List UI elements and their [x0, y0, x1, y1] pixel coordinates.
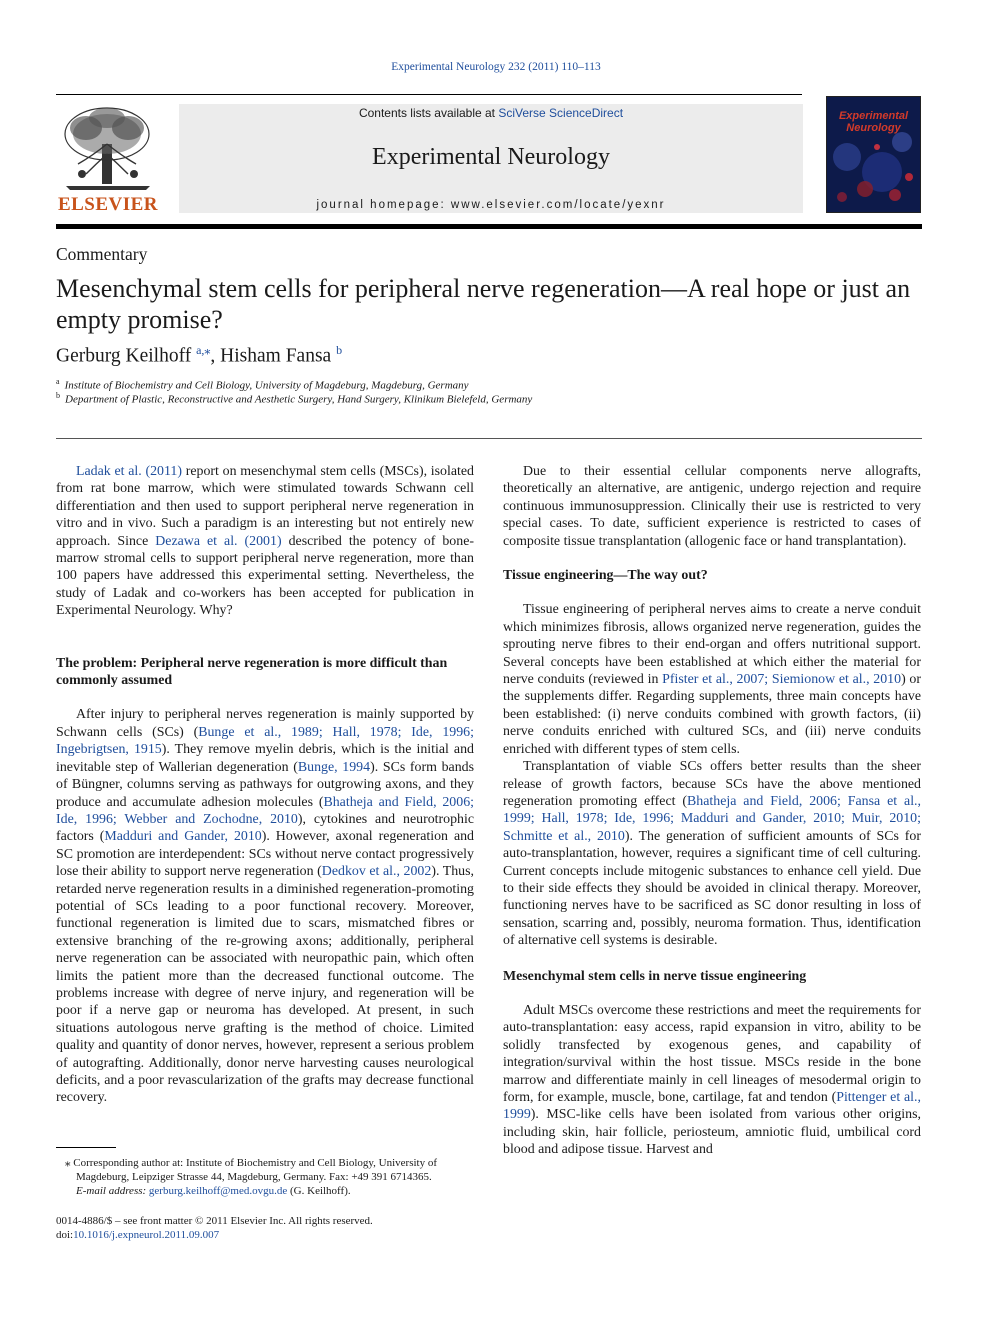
reference-link[interactable]: Bunge et al., 1989; Hall, 1978; Ide, 1996; Ingebrigtsen, 1915 [56, 724, 474, 758]
journal-cover-thumbnail[interactable] [826, 96, 921, 213]
paragraph [56, 463, 474, 620]
affiliation-a [56, 377, 469, 392]
right-column [503, 463, 921, 1159]
reference-link[interactable]: Bhatheja and Field, 2006; Fansa et al., 1999; Hall, 1978; Ide, 1996; Madduri and Gander, 2010; Muir, 2010; Schmitte et al., 2010 [503, 793, 921, 844]
affiliation-text: Department of Plastic, Reconstructive and Aesthetic Surgery, Hand Surgery, Klinikum Bielefeld, Germany [65, 393, 533, 406]
reference-link[interactable]: Dedkov et al., 2002 [321, 864, 432, 880]
paragraph-text: ) or the supplements differ. Regarding supplements, three main concepts have been established: (i) nerve conduits combined with growth factors, (ii) nerve conduits enriched with cultured SCs, and (iii) nerve conduits enriched with different types of stem cells. [503, 672, 921, 757]
paragraph-text: Adult MSCs overcome these restrictions and meet the requirements for auto-transplantation: easy access, rapid expansion in vitro, ability to be solidly transfected by exogenous genes, and capability of integration/survival within the host tissue. MSCs reside in the bone marrow and differentiate mainly in cell lineages of mesodermal origin to form, for example, muscle, bone, cartilage, fat and tendon ( [503, 1002, 921, 1105]
author-affiliation-marker[interactable]: a,⁎ [196, 343, 211, 357]
reference-link[interactable]: Bunge, 1994 [297, 759, 371, 775]
email-suffix: (G. Keilhoff). [287, 1185, 351, 1197]
reference-link[interactable]: Madduri and Gander, 2010 [104, 829, 262, 845]
cover-title: Experimental Neurology [838, 110, 909, 134]
paragraph-text: ). SCs form bands of Büngner, columns serving as pathways for outgrowing axons, and they produce and accumulate adhesion molecules ( [56, 759, 474, 810]
journal-header-panel [179, 104, 803, 213]
email-link[interactable]: gerburg.keilhoff@med.ovgu.de [148, 1185, 288, 1197]
article-title: Mesenchymal stem cells for peripheral nerve regeneration—A real hope or just an empty promise? [56, 274, 911, 334]
paragraph-text: After injury to peripheral nerves regeneration is mainly supported by Schwann cells (SCs) ( [56, 707, 474, 740]
header-divider [56, 94, 802, 95]
reference-link[interactable]: Bhatheja and Field, 2006; Ide, 1996; Webber and Zochodne, 2010 [56, 794, 475, 827]
reference-link[interactable]: Dezawa et al. (2001) [155, 533, 282, 549]
affiliation-label: b [56, 391, 60, 400]
corresponding-author-note: ⁎ Corresponding author at: Institute of Biochemistry and Cell Biology, University of Magdeburg, Leipziger Strasse 44, Magdeburg, Germany. Fax: +49 391 6714365. [65, 1157, 438, 1183]
paragraph-text: Transplantation of viable SCs offers better results than the sheer release of growth factors, because SCs have the above mentioned regeneration promoting effect ( [503, 759, 921, 809]
paragraph: Due to their essential cellular components nerve allografts, theoretically an alternative, are antigenic, undergo rejection and require continuous immunosuppression. Clinically their use is restricted to very special cases. To date, sufficient experience is restricted to cases of composite tissue transplantation (allogenic face or hand transplantation). [503, 464, 921, 549]
paragraph-text: described the potency of bone-marrow stromal cells to support peripheral nerve regeneration, more than 100 papers have addressed this experimental setting. Nevertheless, the study of Ladak and co-workers has been accepted for publication in Experimental Neurology. Why? [56, 533, 474, 619]
reference-link[interactable]: Pfister et al., 2007; Siemionow et al., 2010 [662, 672, 902, 688]
elsevier-logo[interactable] [56, 104, 160, 216]
left-column [56, 463, 474, 1107]
footnote-divider [56, 1147, 116, 1148]
meta-divider [56, 438, 922, 439]
journal-homepage[interactable]: journal homepage: www.elsevier.com/locate/yexnr [316, 199, 666, 211]
paragraph [503, 1002, 921, 1159]
author-name[interactable]: Gerburg Keilhoff [56, 345, 192, 367]
paragraph-text: ). Thus, retarded nerve regeneration results in a diminished regeneration-promoting potential of SCs leading to a poor functional recovery. Moreover, functional regeneration is limited due to scars, mismatched fibres or extensive branching of the re-growing axons; additionally, peripheral nerve regeneration can be associated with neuropathic pain, which often limits the patient more than the decreased functional outcome. The problems increase with degree of nerve injury, and regeneration will be poor if a nerve gap or neuroma has developed. At present, in such situations autologous nerve grafting is the method of choice. Limited quality and quantity of donor nerves, however, represent a serious problem of autografting. Additionally, donor nerve harvesting causes neurological deficits, and a poor revascularization of the grafts may decrease functional recovery. [56, 864, 474, 1106]
journal-citation[interactable]: Experimental Neurology 232 (2011) 110–113 [391, 61, 601, 73]
paragraph [503, 601, 921, 758]
section-heading: Mesenchymal stem cells in nerve tissue engineering [503, 968, 807, 984]
doi-prefix: doi: [56, 1229, 74, 1241]
doi-link[interactable]: 10.1016/j.expneurol.2011.09.007 [73, 1229, 220, 1241]
affiliation-b [56, 391, 532, 406]
contents-prefix: Contents lists available at [358, 106, 499, 120]
journal-name: Experimental Neurology [372, 144, 610, 170]
footnotes [56, 1156, 476, 1198]
affiliation-text: Institute of Biochemistry and Cell Biology, University of Magdeburg, Magdeburg, Germany [64, 379, 469, 392]
header-thick-divider [56, 224, 922, 229]
elsevier-wordmark: ELSEVIER [57, 194, 159, 215]
paragraph-text: ). The generation of sufficient amounts of SCs for auto-transplantation, however, requires a significant time of cell culturing. Current concepts include mitogenic substances to enhance cell yield. Due to their side effects they should be avoided in clinical therapy. Moreover, functioning nerves have to be sacrificed as SC donor resulting in loss of sensation, scarring and, possibly, neuroma formation. Thus, identification of alternative cell systems is desirable. [503, 828, 922, 949]
paragraph-text: report on mesenchymal stem cells (MSCs), isolated from rat bone marrow, which were stimulated towards Schwann cell differentiation and then used to support peripheral nerve regeneration in vitro and in vivo. Such a paradigm is an interesting but not entirely new approach. Since [56, 464, 474, 549]
paragraph-text: ). They remove myelin debris, which is the initial and inevitable step of Wallerian degeneration ( [56, 742, 474, 775]
reference-link[interactable]: Ladak et al. (2011) [76, 464, 182, 479]
publication-info [56, 1214, 476, 1242]
elsevier-tree-icon [56, 104, 160, 192]
author-name[interactable]: Hisham Fansa [220, 345, 332, 367]
sciencedirect-link[interactable]: SciVerse ScienceDirect [498, 106, 624, 120]
author-affiliation-marker[interactable]: b [336, 343, 343, 357]
paragraph-text: ). MSC-like cells have been isolated from various other origins, including skin, hair follicle, periosteum, amniotic fluid, umbilical cord blood and adipose tissue. Harvest and [503, 1107, 921, 1158]
paragraph [56, 706, 474, 1106]
section-heading: Tissue engineering—The way out? [503, 568, 708, 584]
article-type: Commentary [56, 244, 148, 264]
section-heading: The problem: Peripheral nerve regeneration is more difficult than commonly assumed [56, 655, 448, 689]
affiliation-label: a [56, 377, 60, 386]
reference-link[interactable]: Pittenger et al., 1999 [503, 1090, 921, 1123]
contents-line [179, 106, 803, 120]
paragraph-text: Tissue engineering of peripheral nerves aims to create a nerve conduit which minimizes fibrosis, allows organized nerve regeneration, guides the sprouting nerve fibres to their end-organ and offers nutritional support. Several concepts have been established at which either the material for nerve conduits (reviewed in [503, 602, 921, 688]
paragraph-text: ). However, axonal regeneration and SC promotion are interdependent: SCs without nerve contact progressively lose their ability to support nerve regeneration ( [56, 829, 475, 880]
author-list: Gerburg Keilhoff $^{a,⁎}$, Hisham Fansa $^b$ [56, 343, 343, 367]
paragraph-text: ), cytokines and neurotrophic factors ( [56, 811, 475, 845]
email-note [56, 1184, 476, 1198]
email-label: E-mail address: [76, 1185, 149, 1197]
doi-line [56, 1228, 476, 1242]
issn-line: 0014-4886/$ – see front matter © 2011 Elsevier Inc. All rights reserved. [56, 1215, 373, 1227]
paragraph [503, 758, 921, 949]
